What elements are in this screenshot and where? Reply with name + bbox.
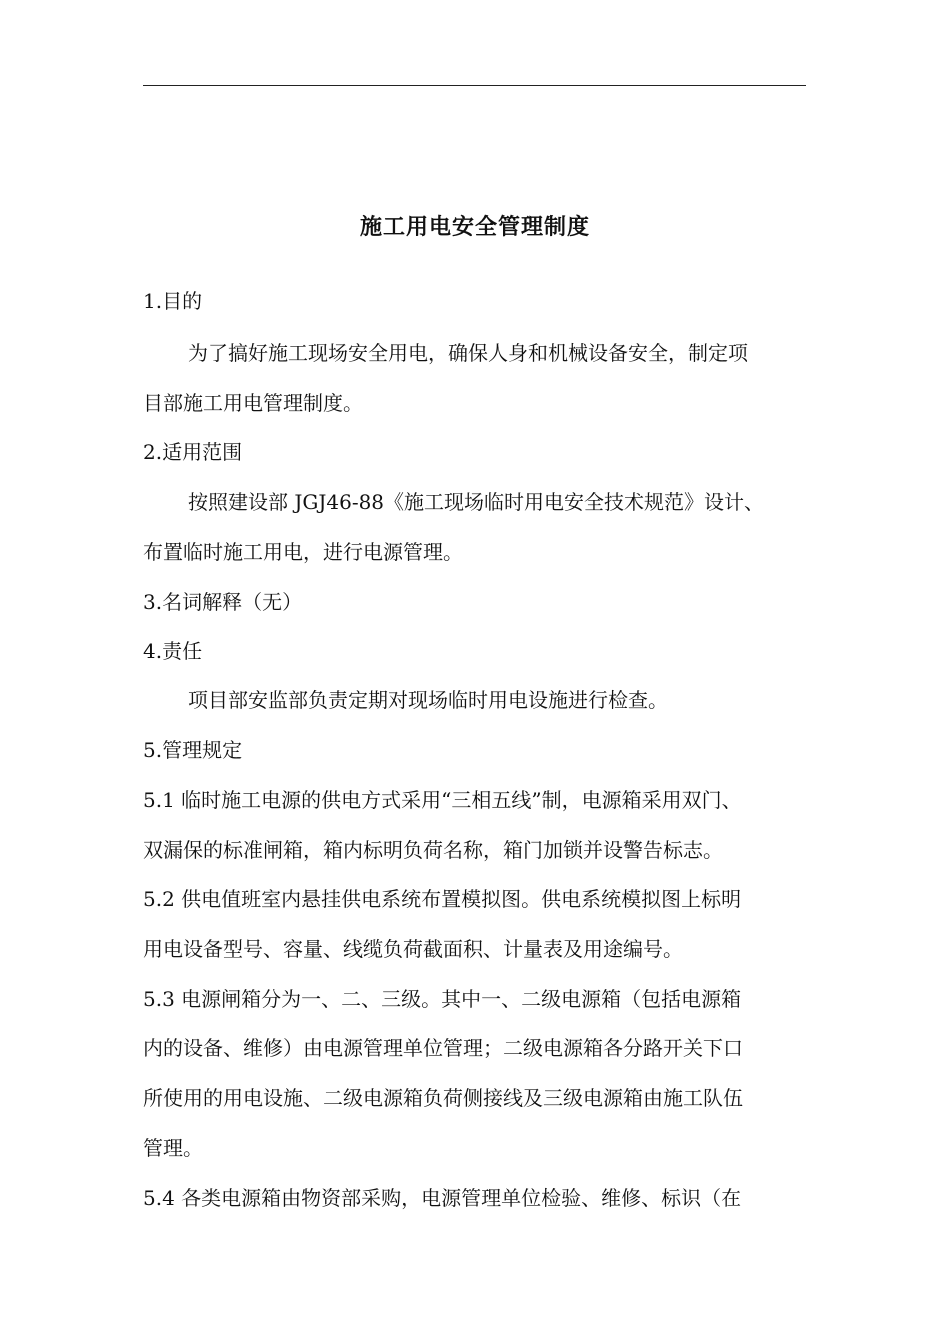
section-heading-responsibility: 4.责任 — [143, 639, 203, 663]
paragraph-line: 为了搞好施工现场安全用电，确保人身和机械设备安全，制定项 — [188, 341, 748, 365]
clause-line: 5.1 临时施工电源的供电方式采用“三相五线”制，电源箱采用双门、 — [143, 788, 742, 812]
clause-line: 双漏保的标准闸箱，箱内标明负荷名称，箱门加锁并设警告标志。 — [143, 838, 723, 862]
clause-line: 5.4 各类电源箱由物资部采购，电源管理单位检验、维修、标识（在 — [143, 1186, 742, 1210]
clause-line: 用电设备型号、容量、线缆负荷截面积、计量表及用途编号。 — [143, 937, 683, 961]
section-heading-purpose: 1.目的 — [143, 289, 203, 313]
paragraph-line: 按照建设部 JGJ46-88《施工现场临时用电安全技术规范》设计、 — [188, 490, 765, 514]
header-divider — [143, 85, 806, 86]
section-heading-regulations: 5.管理规定 — [143, 738, 243, 762]
clause-line: 5.3 电源闸箱分为一、二、三级。其中一、二级电源箱（包括电源箱 — [143, 987, 742, 1011]
document-title: 施工用电安全管理制度 — [359, 215, 590, 240]
clause-line: 管理。 — [143, 1136, 203, 1160]
paragraph-line: 布置临时施工用电，进行电源管理。 — [143, 540, 463, 564]
clause-line: 所使用的用电设施、二级电源箱负荷侧接线及三级电源箱由施工队伍 — [143, 1086, 743, 1110]
clause-line: 5.2 供电值班室内悬挂供电系统布置模拟图。供电系统模拟图上标明 — [143, 887, 742, 911]
paragraph-line: 项目部安监部负责定期对现场临时用电设施进行检查。 — [188, 688, 668, 712]
paragraph-line: 目部施工用电管理制度。 — [143, 391, 363, 415]
section-heading-definitions: 3.名词解释（无） — [143, 590, 303, 614]
clause-line: 内的设备、维修）由电源管理单位管理；二级电源箱各分路开关下口 — [143, 1036, 743, 1060]
section-heading-scope: 2.适用范围 — [143, 440, 243, 464]
